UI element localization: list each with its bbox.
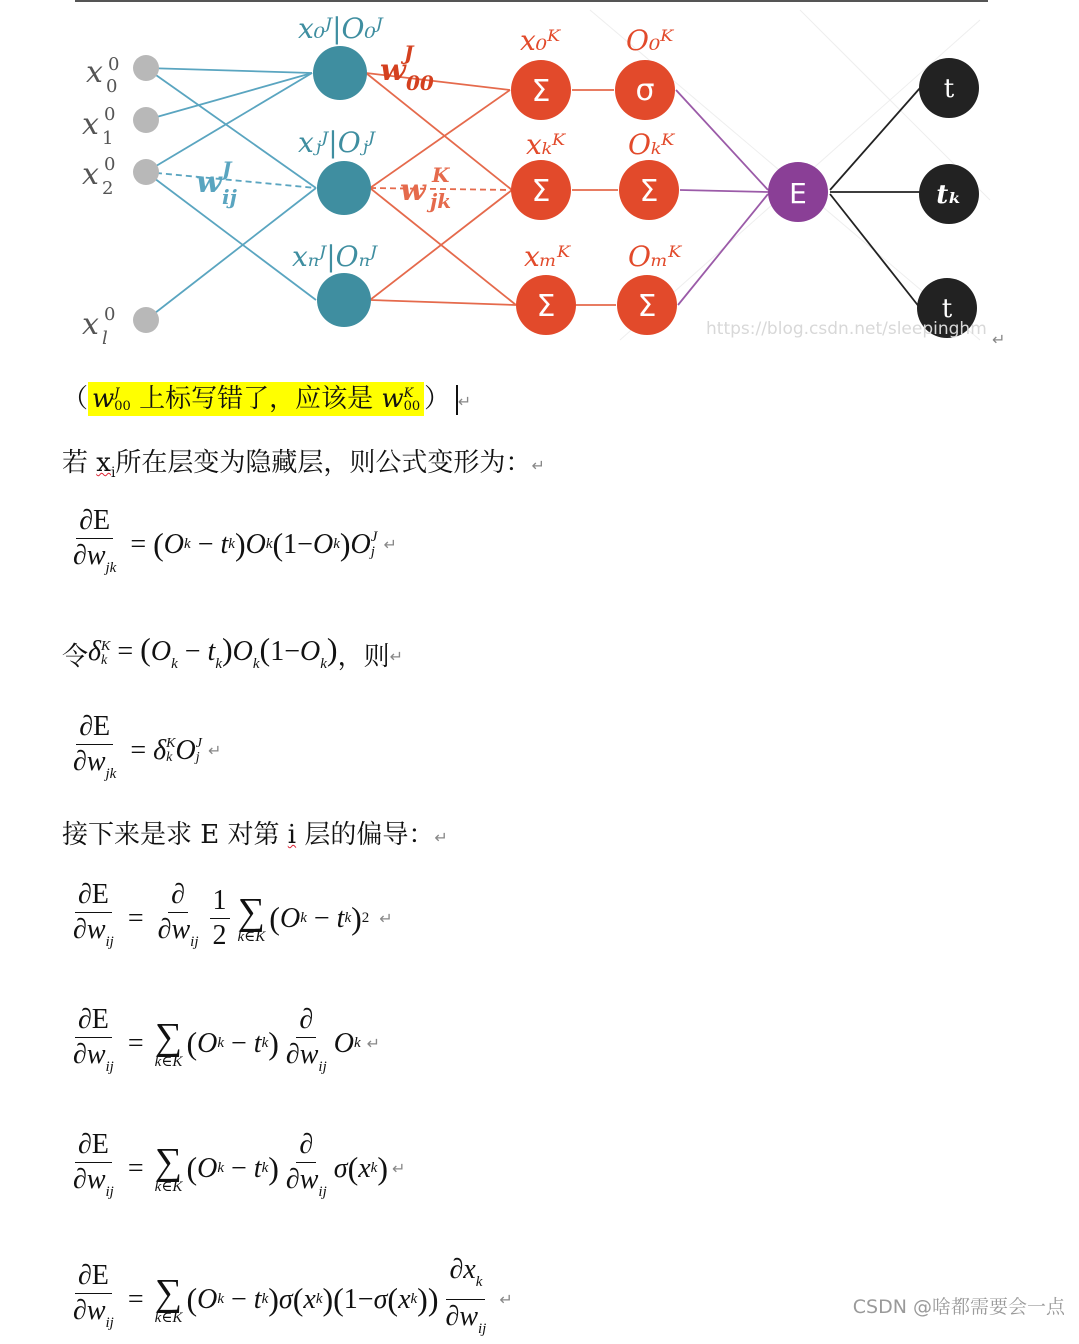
delta-formula: δ K k = $(O_k - t_k)O_k(1-O_k)$	[88, 631, 338, 672]
svg-text:0: 0	[104, 154, 116, 175]
svg-text:xₖᴷ: xₖᴷ	[526, 128, 566, 161]
error-target-edges	[830, 88, 920, 308]
equation-dE-dwjk: $\frac{\partial E}{\partial w_{jk}}$ = ( O k − t k ) O k ( 1− O k ) O J j ↵	[73, 505, 397, 576]
svg-text:J: J	[404, 41, 414, 65]
svg-text:0: 0	[104, 104, 116, 125]
svg-text:Σ: Σ	[536, 289, 556, 324]
hidden-layer-intro: 若 $x_i$所在层变为隐藏层，则公式变形为：↵	[62, 448, 545, 482]
svg-text:σ: σ	[635, 73, 655, 108]
svg-text:2: 2	[102, 178, 114, 199]
equation-dE-dwij-1: $\frac{\partial E}{\partial w_{ij}}$ = $\frac{\partial}{\partial w_{ij}}$ $\frac{1}{2}$ ∑ k∈K ( O k − t k ) 2 ↵	[73, 879, 393, 951]
correction-note: （ w J 00 上标写错了，应该是 w K 00 ） ↵	[62, 384, 472, 414]
svg-text:O₀ᴷ: O₀ᴷ	[626, 24, 674, 57]
svg-text:J: J	[222, 157, 232, 181]
svg-text:w: w	[400, 173, 426, 208]
svg-text:0: 0	[104, 304, 116, 325]
svg-text:0: 0	[106, 76, 118, 97]
svg-text:x: x	[82, 107, 99, 142]
svg-text:ij: ij	[222, 185, 237, 209]
svg-text:1: 1	[102, 128, 114, 149]
svg-text:xₘᴷ: xₘᴷ	[524, 240, 571, 273]
diagram-watermark: https://blog.csdn.net/sleepinghm	[706, 319, 987, 339]
svg-text:x₀ᴶ|O₀ᴶ: x₀ᴶ|O₀ᴶ	[298, 12, 383, 45]
svg-text:x: x	[82, 157, 99, 192]
svg-text:xₙᴶ|Oₙᴶ: xₙᴶ|Oₙᴶ	[292, 240, 378, 273]
input-labels	[82, 54, 119, 349]
layer-i-intro: 接下来是求 E 对第 i 层的偏导：↵	[62, 820, 448, 850]
equation-dE-dwij-4: $\frac{\partial E}{\partial w_{ij}}$ = ∑ k∈K ( O k − t k ) σ ( x k ) ( 1− σ ( x k )) $\frac{\partial x_k}{\partial w_{ij}}$ ↵	[73, 1254, 513, 1337]
svg-text:Oₘᴷ: Oₘᴷ	[628, 240, 682, 273]
equation-dE-dwij-2: $\frac{\partial E}{\partial w_{ij}}$ = ∑ k∈K ( O k − t k ) $\frac{\partial}{\partial w_{ij}}$ O k ↵	[73, 1004, 381, 1075]
svg-text:0: 0	[108, 54, 120, 75]
svg-text:x₀ᴷ: x₀ᴷ	[520, 24, 561, 57]
delta-definition: 令 δ K k = $(O_k - t_k)O_k(1-O_k)$ ，则 ↵	[62, 632, 403, 681]
svg-text:x: x	[86, 55, 103, 90]
x-i-variable: $x_i$	[96, 448, 116, 482]
svg-text:w: w	[380, 53, 406, 88]
svg-text:t: t	[941, 294, 953, 324]
neural-network-diagram	[0, 0, 1079, 360]
svg-text:tₖ: tₖ	[936, 180, 962, 210]
svg-text:w: w	[196, 165, 222, 200]
equation-dE-dwjk-delta: $\frac{\partial E}{\partial w_{jk}}$ = δ K k O J j ↵	[73, 711, 222, 782]
svg-text:00: 00	[406, 71, 434, 95]
svg-text:Σ: Σ	[639, 174, 659, 209]
hidden-nodes	[313, 46, 371, 327]
csdn-watermark: CSDN @啥都需要会一点	[852, 1296, 1065, 1318]
svg-text:jk: jk	[430, 189, 452, 213]
error-label: E	[789, 177, 807, 210]
svg-text:t: t	[943, 74, 955, 104]
svg-text:Σ: Σ	[531, 174, 551, 209]
svg-text:xⱼᴶ|Oⱼᴶ: xⱼᴶ|Oⱼᴶ	[298, 126, 376, 159]
svg-text:Σ: Σ	[531, 74, 551, 109]
svg-text:Oₖᴷ: Oₖᴷ	[628, 128, 675, 161]
svg-text:x: x	[82, 307, 99, 342]
return-mark: ↵	[992, 330, 1006, 349]
input-nodes	[133, 55, 159, 333]
highlighted-note: w J 00 上标写错了，应该是 w K 00	[88, 382, 424, 416]
svg-text:K: K	[432, 163, 450, 187]
svg-text:Σ: Σ	[637, 289, 657, 324]
equation-dE-dwij-3: $\frac{\partial E}{\partial w_{ij}}$ = ∑ k∈K ( O k − t k ) $\frac{\partial}{\partial w_{ij}}$ σ ( x k ) ↵	[73, 1129, 406, 1200]
svg-text:l: l	[102, 328, 108, 349]
